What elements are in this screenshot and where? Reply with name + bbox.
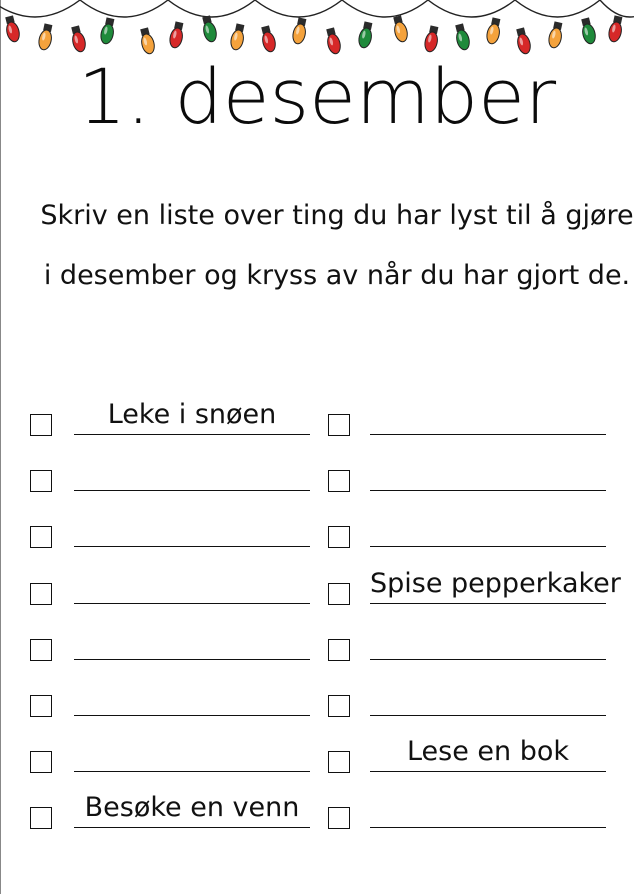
- garland-wire: [600, 0, 634, 17]
- light-bulb-icon: [357, 21, 374, 49]
- write-line-right-6[interactable]: [370, 715, 606, 716]
- garland-wire: [428, 0, 515, 17]
- write-line-right-1[interactable]: [370, 434, 606, 435]
- checkbox-left-2[interactable]: [30, 470, 52, 492]
- checkbox-left-6[interactable]: [30, 695, 52, 717]
- write-line-left-2[interactable]: [74, 490, 310, 491]
- garland-wire: [255, 0, 342, 17]
- light-bulb-icon: [423, 25, 440, 53]
- checkbox-left-1[interactable]: [30, 414, 52, 436]
- checkbox-right-8[interactable]: [328, 807, 350, 829]
- light-bulb-icon: [547, 21, 564, 49]
- light-bulb-icon: [453, 23, 471, 51]
- light-bulb-icon: [324, 27, 342, 55]
- light-bulb-icon: [138, 27, 156, 55]
- list-entry-left-1: Leke i snøen: [107, 399, 277, 430]
- write-line-right-5[interactable]: [370, 659, 606, 660]
- checkbox-left-8[interactable]: [30, 807, 52, 829]
- garland-wire: [342, 0, 428, 17]
- light-bulb-icon: [579, 17, 597, 45]
- light-bulb-icon: [607, 15, 624, 43]
- checkbox-left-3[interactable]: [30, 526, 52, 548]
- light-bulb-icon: [259, 25, 277, 53]
- write-line-right-3[interactable]: [370, 546, 606, 547]
- light-bulb-icon: [291, 17, 308, 45]
- checkbox-right-5[interactable]: [328, 639, 350, 661]
- light-bulb-icon: [200, 15, 218, 43]
- checkbox-left-5[interactable]: [30, 639, 52, 661]
- light-bulb-icon: [514, 27, 532, 55]
- list-entry-right-7: Lese en bok: [406, 736, 570, 767]
- list-entry-left-8: Besøke en venn: [84, 792, 300, 823]
- write-line-left-5[interactable]: [74, 659, 310, 660]
- light-bulb-icon: [229, 23, 246, 51]
- checkbox-left-4[interactable]: [30, 583, 52, 605]
- list-entry-right-4: Spise pepperkaker: [370, 568, 621, 599]
- garland-wire: [515, 0, 600, 17]
- write-line-left-1[interactable]: [74, 434, 310, 435]
- light-bulb-icon: [3, 15, 21, 43]
- light-bulb-icon: [485, 17, 502, 45]
- checkbox-right-1[interactable]: [328, 414, 350, 436]
- checkbox-left-7[interactable]: [30, 751, 52, 773]
- instruction-line-2: i desember og kryss av når du har gjort de.: [43, 260, 631, 291]
- garland-wire: [168, 0, 255, 17]
- write-line-right-4[interactable]: [370, 603, 606, 604]
- checkbox-right-3[interactable]: [328, 526, 350, 548]
- checkbox-right-4[interactable]: [328, 583, 350, 605]
- page-title: 1. desember: [77, 52, 557, 141]
- light-bulb-icon: [37, 23, 54, 51]
- garland-wire: [0, 0, 80, 17]
- light-bulb-icon: [69, 25, 87, 53]
- checkbox-right-7[interactable]: [328, 751, 350, 773]
- checkbox-right-2[interactable]: [328, 470, 350, 492]
- write-line-left-4[interactable]: [74, 603, 310, 604]
- write-line-right-2[interactable]: [370, 490, 606, 491]
- light-bulb-icon: [168, 21, 185, 49]
- write-line-right-7[interactable]: [370, 771, 606, 772]
- garland-wire: [80, 0, 168, 17]
- write-line-right-8[interactable]: [370, 827, 606, 828]
- light-bulb-icon: [391, 15, 409, 43]
- instruction-line-1: Skriv en liste over ting du har lyst til å gjøre: [40, 200, 634, 231]
- light-bulb-icon: [99, 17, 116, 45]
- write-line-left-8[interactable]: [74, 827, 310, 828]
- write-line-left-3[interactable]: [74, 546, 310, 547]
- write-line-left-7[interactable]: [74, 771, 310, 772]
- checkbox-right-6[interactable]: [328, 695, 350, 717]
- write-line-left-6[interactable]: [74, 715, 310, 716]
